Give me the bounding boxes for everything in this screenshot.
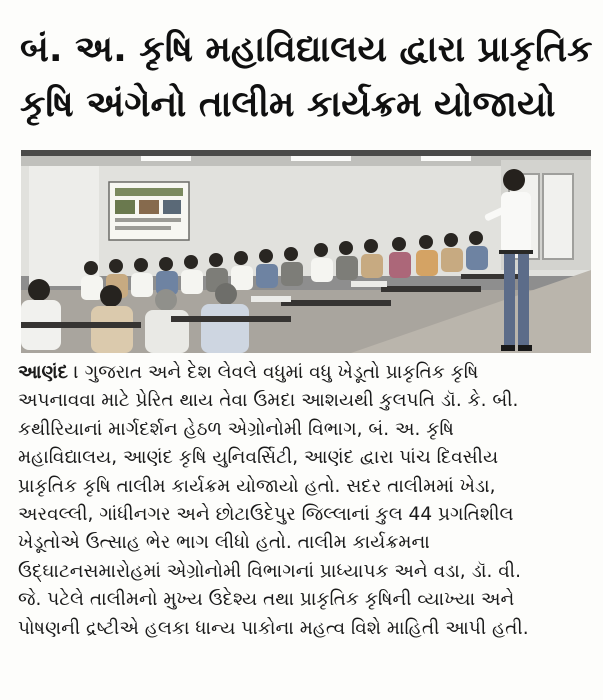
article-line-8: ઉદ્ઘાટનસમારોહમાં એગ્રોનોમી વિભાગનાં પ્રાધ્યાપક અને વડા, ડૉ. વી. — [18, 560, 521, 582]
article-line-4: મહાવિદ્યાલય, આણંદ કૃષિ યુનિવર્સિટી, આણંદ દ્વારા પાંચ દિવસીય — [18, 447, 499, 469]
article-line-6: અરવલ્લી, ગાંધીનગર અને છોટાઉદેપુર જિલ્લાનાં કુલ 44 પ્રગતિશીલ — [18, 503, 514, 525]
headline-line-2: કૃષિ અંગેનો તાલીમ કાર્યક્રમ યોજાયો — [20, 84, 556, 125]
headline — [20, 22, 595, 132]
article-line-7: ખેડૂતોએ ઉત્સાહ ભેર ભાગ લીધો હતો. તાલીમ કાર્યક્રમના — [18, 532, 430, 554]
photo-illustration — [21, 150, 591, 353]
article-text: ગુજરાત અને દેશ લેવલે વધુમાં વધુ ખેડૂતો પ્રાકૃતિક કૃષિ — [84, 362, 479, 383]
article-line-9: જે. પટેલે તાલીમનો મુખ્ય ઉદેશ્ય તથા પ્રાકૃતિક કૃષિની વ્યાખ્યા અને — [18, 589, 515, 611]
dateline: આણંદ — [18, 362, 69, 383]
article-body — [18, 359, 590, 643]
article-line-5: પ્રાકૃતિક કૃષિ તાલીમ કાર્યક્રમ યોજાયો હતો. સદર તાલીમમાં ખેડા, — [18, 475, 496, 497]
training-hall-photo — [21, 150, 591, 353]
article-line-3: કથીરિયાનાં માર્ગદર્શન હેઠળ એગ્રોનોમી વિભાગ, બં. અ. કૃષિ — [18, 418, 454, 440]
dateline-separator: । — [68, 362, 85, 383]
article-line-10: પોષણની દ્રષ્ટીએ હલકા ધાન્ય પાકોના મહત્વ વિશે માહિતી આપી હતી. — [18, 617, 529, 639]
article-line-2: અપનાવવા માટે પ્રેરિત થાય તેવા ઉમદા આશયથી કુલપતિ ડૉ. કે. બી. — [18, 390, 519, 412]
article-line-1 — [18, 359, 590, 387]
headline-line-1: બં. અ. કૃષિ મહાવિદ્યાલય દ્વારા પ્રાકૃતિક — [20, 29, 593, 70]
